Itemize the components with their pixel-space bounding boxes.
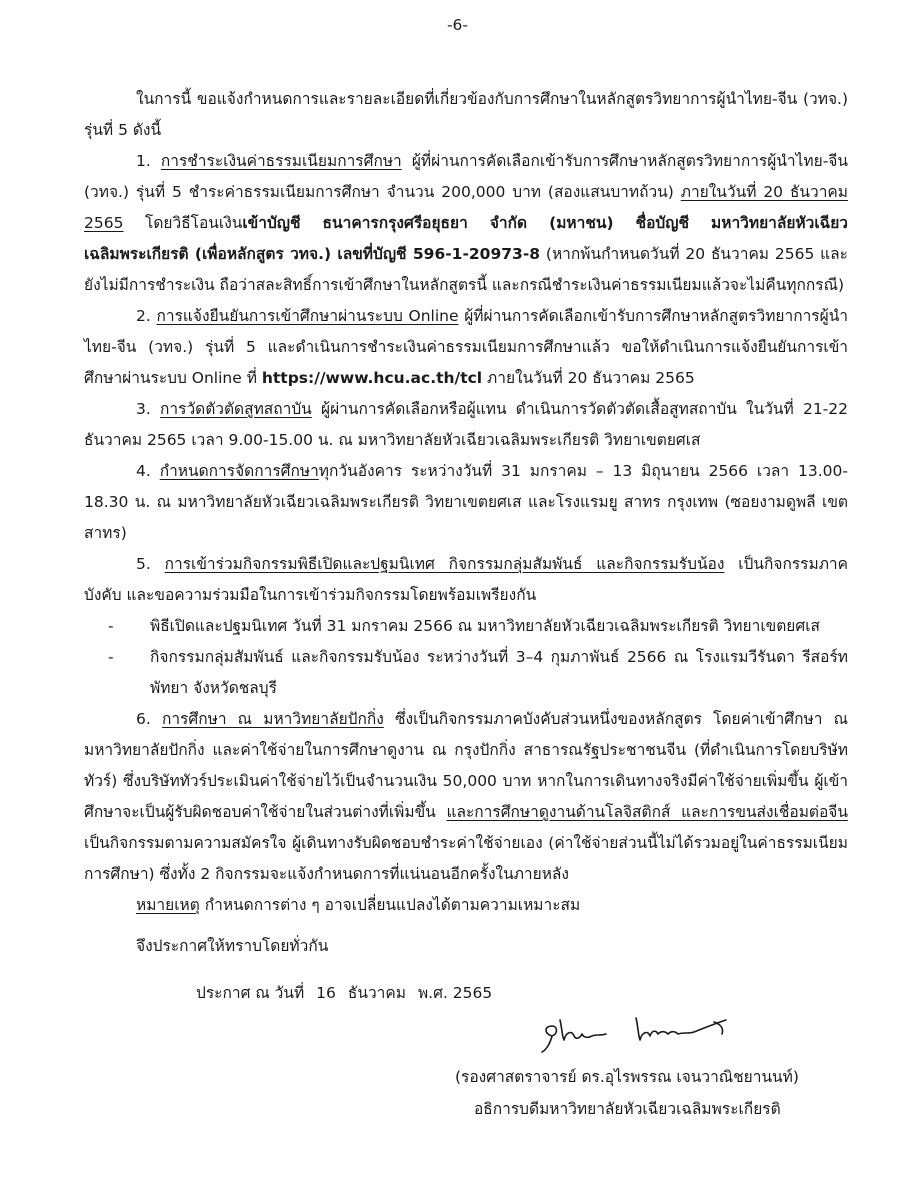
item-6-text-b: เป็นกิจกรรมตามความสมัครใจ ผู้เดินทางรับผิดชอบชำระค่าใช้จ่ายเอง (ค่าใช้จ่ายส่วนนี้ไม่ได้รวมอยู่ในค่าธรรมเนียมการศึกษา) ซึ่งทั้ง 2 กิจกรรมจะแจ้งกำหนดการที่แน่นอนอีกครั้งในภายหลัง bbox=[84, 834, 848, 883]
item-3-number: 3. bbox=[136, 400, 151, 418]
closing-statement: จึงประกาศให้ทราบโดยทั่วกัน bbox=[136, 937, 329, 955]
item-1-paragraph bbox=[84, 146, 848, 301]
note-text: กำหนดการต่าง ๆ อาจเปลี่ยนแปลงได้ตามความเหมาะสม bbox=[199, 896, 581, 914]
dash-bullet-icon: - bbox=[108, 648, 114, 666]
handwritten-signature-icon bbox=[538, 1006, 758, 1056]
item-1-text-c: (หากพ้นกำหนดวันที่ 20 ธันวาคม 2565 และยังไม่มีการชำระเงิน ถือว่าสละสิทธิ์การเข้าศึกษาในหลักสูตรนี้ และกรณีชำระเงินค่าธรรมเนียมแล้วจะไม่คืนทุกกรณี) bbox=[84, 245, 848, 294]
announce-day: 16 bbox=[316, 984, 336, 1002]
page-number: -6- bbox=[446, 16, 469, 34]
bullet-text: กิจกรรมกลุ่มสัมพันธ์ และกิจกรรมรับน้อง ระหว่างวันที่ 3–4 กุมภาพันธ์ 2566 ณ โรงแรมวีรันดา รีสอร์ท พัทยา จังหวัดชลบุรี bbox=[150, 648, 848, 697]
item-1-deadline: ภายในวันที่ 20 ธันวาคม 2565 bbox=[84, 183, 848, 232]
item-6-paragraph bbox=[84, 704, 848, 890]
item-2-url: https://www.hcu.ac.th/tcl bbox=[261, 369, 483, 387]
list-item bbox=[108, 642, 848, 704]
item-5-heading: การเข้าร่วมกิจกรรมพิธีเปิดและปฐมนิเทศ กิจกรรมกลุ่มสัมพันธ์ และกิจกรรมรับน้อง bbox=[164, 555, 725, 573]
bullet-text: พิธีเปิดและปฐมนิเทศ วันที่ 31 มกราคม 2566 ณ มหาวิทยาลัยหัวเฉียวเฉลิมพระเกียรติ วิทยาเขตยศเส bbox=[150, 617, 820, 635]
dash-bullet-icon: - bbox=[108, 617, 114, 635]
item-3-paragraph bbox=[84, 394, 848, 456]
signer-name: (รองศาสตราจารย์ ดร.อุไรพรรณ เจนวาณิชยานนท์) bbox=[455, 1068, 799, 1086]
item-2-paragraph bbox=[84, 301, 848, 394]
item-1-number: 1. bbox=[136, 152, 151, 170]
item-4-number: 4. bbox=[136, 462, 151, 480]
item-2-number: 2. bbox=[136, 307, 151, 325]
item-6-heading: การศึกษา ณ มหาวิทยาลัยปักกิ่ง bbox=[161, 710, 384, 728]
announce-year: พ.ศ. 2565 bbox=[417, 984, 493, 1002]
item-1-bank-account: เข้าบัญชี ธนาคารกรุงศรีอยุธยา จำกัด (มหาชน) ชื่อบัญชี มหาวิทยาลัยหัวเฉียวเฉลิมพระเกียรติ (เพื่อหลักสูตร วทจ.) เลขที่บัญชี 596-1-20973-8 bbox=[84, 214, 848, 263]
item-6-text-a: ซึ่งเป็นกิจกรรมภาคบังคับส่วนหนึ่งของหลักสูตร โดยค่าเข้าศึกษา ณ มหาวิทยาลัยปักกิ่ง และค่าใช้จ่ายในการศึกษาดูงาน ณ กรุงปักกิ่ง สาธารณรัฐประชาชนจีน (ที่ดำเนินการโดยบริษัททัวร์) ซึ่งบริษัททัวร์ประเมินค่าใช้จ่ายไว้เป็นจำนวนเงิน 50,000 บาท หากในการเดินทางจริงมีค่าใช้จ่ายเพิ่มขึ้น ผู้เข้าศึกษาจะเป็นผู้รับผิดชอบค่าใช้จ่ายในส่วนต่างที่เพิ่มขึ้น bbox=[84, 710, 848, 821]
item-5-text-a: เป็นกิจกรรมภาคบังคับ และขอความร่วมมือในการเข้าร่วมกิจกรรมโดยพร้อมเพรียงกัน bbox=[84, 555, 848, 604]
item-4-text-a: ทุกวันอังคาร ระหว่างวันที่ 31 มกราคม – 13 มิถุนายน 2566 เวลา 13.00-18.30 น. ณ มหาวิทยาลัยหัวเฉียวเฉลิมพระเกียรติ วิทยาเขตยศเส และโรงแรมยู สาทร กรุงเทพ (ซอยงามดูพลี เขตสาทร) bbox=[84, 462, 848, 542]
list-item bbox=[108, 611, 848, 642]
signer-title: อธิการบดีมหาวิทยาลัยหัวเฉียวเฉลิมพระเกียรติ bbox=[474, 1100, 781, 1118]
item-1-heading: การชำระเงินค่าธรรมเนียมการศึกษา bbox=[160, 152, 402, 170]
item-2-text-b: ภายในวันที่ 20 ธันวาคม 2565 bbox=[482, 369, 695, 387]
note-label: หมายเหตุ bbox=[136, 896, 200, 914]
item-3-heading: การวัดตัวตัดสูทสถาบัน bbox=[160, 400, 312, 418]
item-2-heading: การแจ้งยืนยันการเข้าศึกษาผ่านระบบ Online bbox=[156, 307, 459, 325]
item-3-text-a: ผู้ผ่านการคัดเลือกหรือผู้แทน ดำเนินการวัดตัวตัดเสื้อสูทสถาบัน ในวันที่ 21-22 ธันวาคม 2565 เวลา 9.00-15.00 น. ณ มหาวิทยาลัยหัวเฉียวเฉลิมพระเกียรติ วิทยาเขตยศเส bbox=[84, 400, 848, 449]
item-5-number: 5. bbox=[136, 555, 151, 573]
item-6-heading-2: และการศึกษาดูงานด้านโลจิสติกส์ และการขนส่งเชื่อมต่อจีน bbox=[446, 803, 848, 821]
item-1-text-b: โดยวิธีโอนเงิน bbox=[123, 214, 243, 232]
note-paragraph bbox=[136, 890, 848, 921]
announcement-date bbox=[196, 978, 848, 1009]
announce-month: ธันวาคม bbox=[347, 984, 406, 1002]
item-4-heading: กำหนดการจัดการศึกษา bbox=[159, 462, 319, 480]
intro-paragraph: ในการนี้ ขอแจ้งกำหนดการและรายละเอียดที่เกี่ยวข้องกับการศึกษาในหลักสูตรวิทยาการผู้นำไทย-จีน (วทจ.) รุ่นที่ 5 ดังนี้ bbox=[84, 90, 848, 139]
item-4-paragraph bbox=[84, 456, 848, 549]
item-2-text-a: ผู้ที่ผ่านการคัดเลือกเข้ารับการศึกษาหลักสูตรวิทยาการผู้นำไทย-จีน (วทจ.) รุ่นที่ 5 และดำเนินการชำระเงินค่าธรรมเนียมการศึกษาแล้ว ขอให้ดำเนินการแจ้งยืนยันการเข้าศึกษาผ่านระบบ Online ที่ bbox=[84, 307, 848, 387]
announce-prefix: ประกาศ ณ วันที่ bbox=[196, 984, 305, 1002]
item-1-text-a: ผู้ที่ผ่านการคัดเลือกเข้ารับการศึกษาหลักสูตรวิทยาการผู้นำไทย-จีน (วทจ.) รุ่นที่ 5 ชำระค่าธรรมเนียมการศึกษา จำนวน 200,000 บาท (สองแสนบาทถ้วน) bbox=[84, 152, 848, 201]
document-body bbox=[84, 84, 848, 1009]
item-5-bullet-list bbox=[84, 611, 848, 704]
item-6-number: 6. bbox=[136, 710, 151, 728]
item-5-paragraph bbox=[84, 549, 848, 611]
